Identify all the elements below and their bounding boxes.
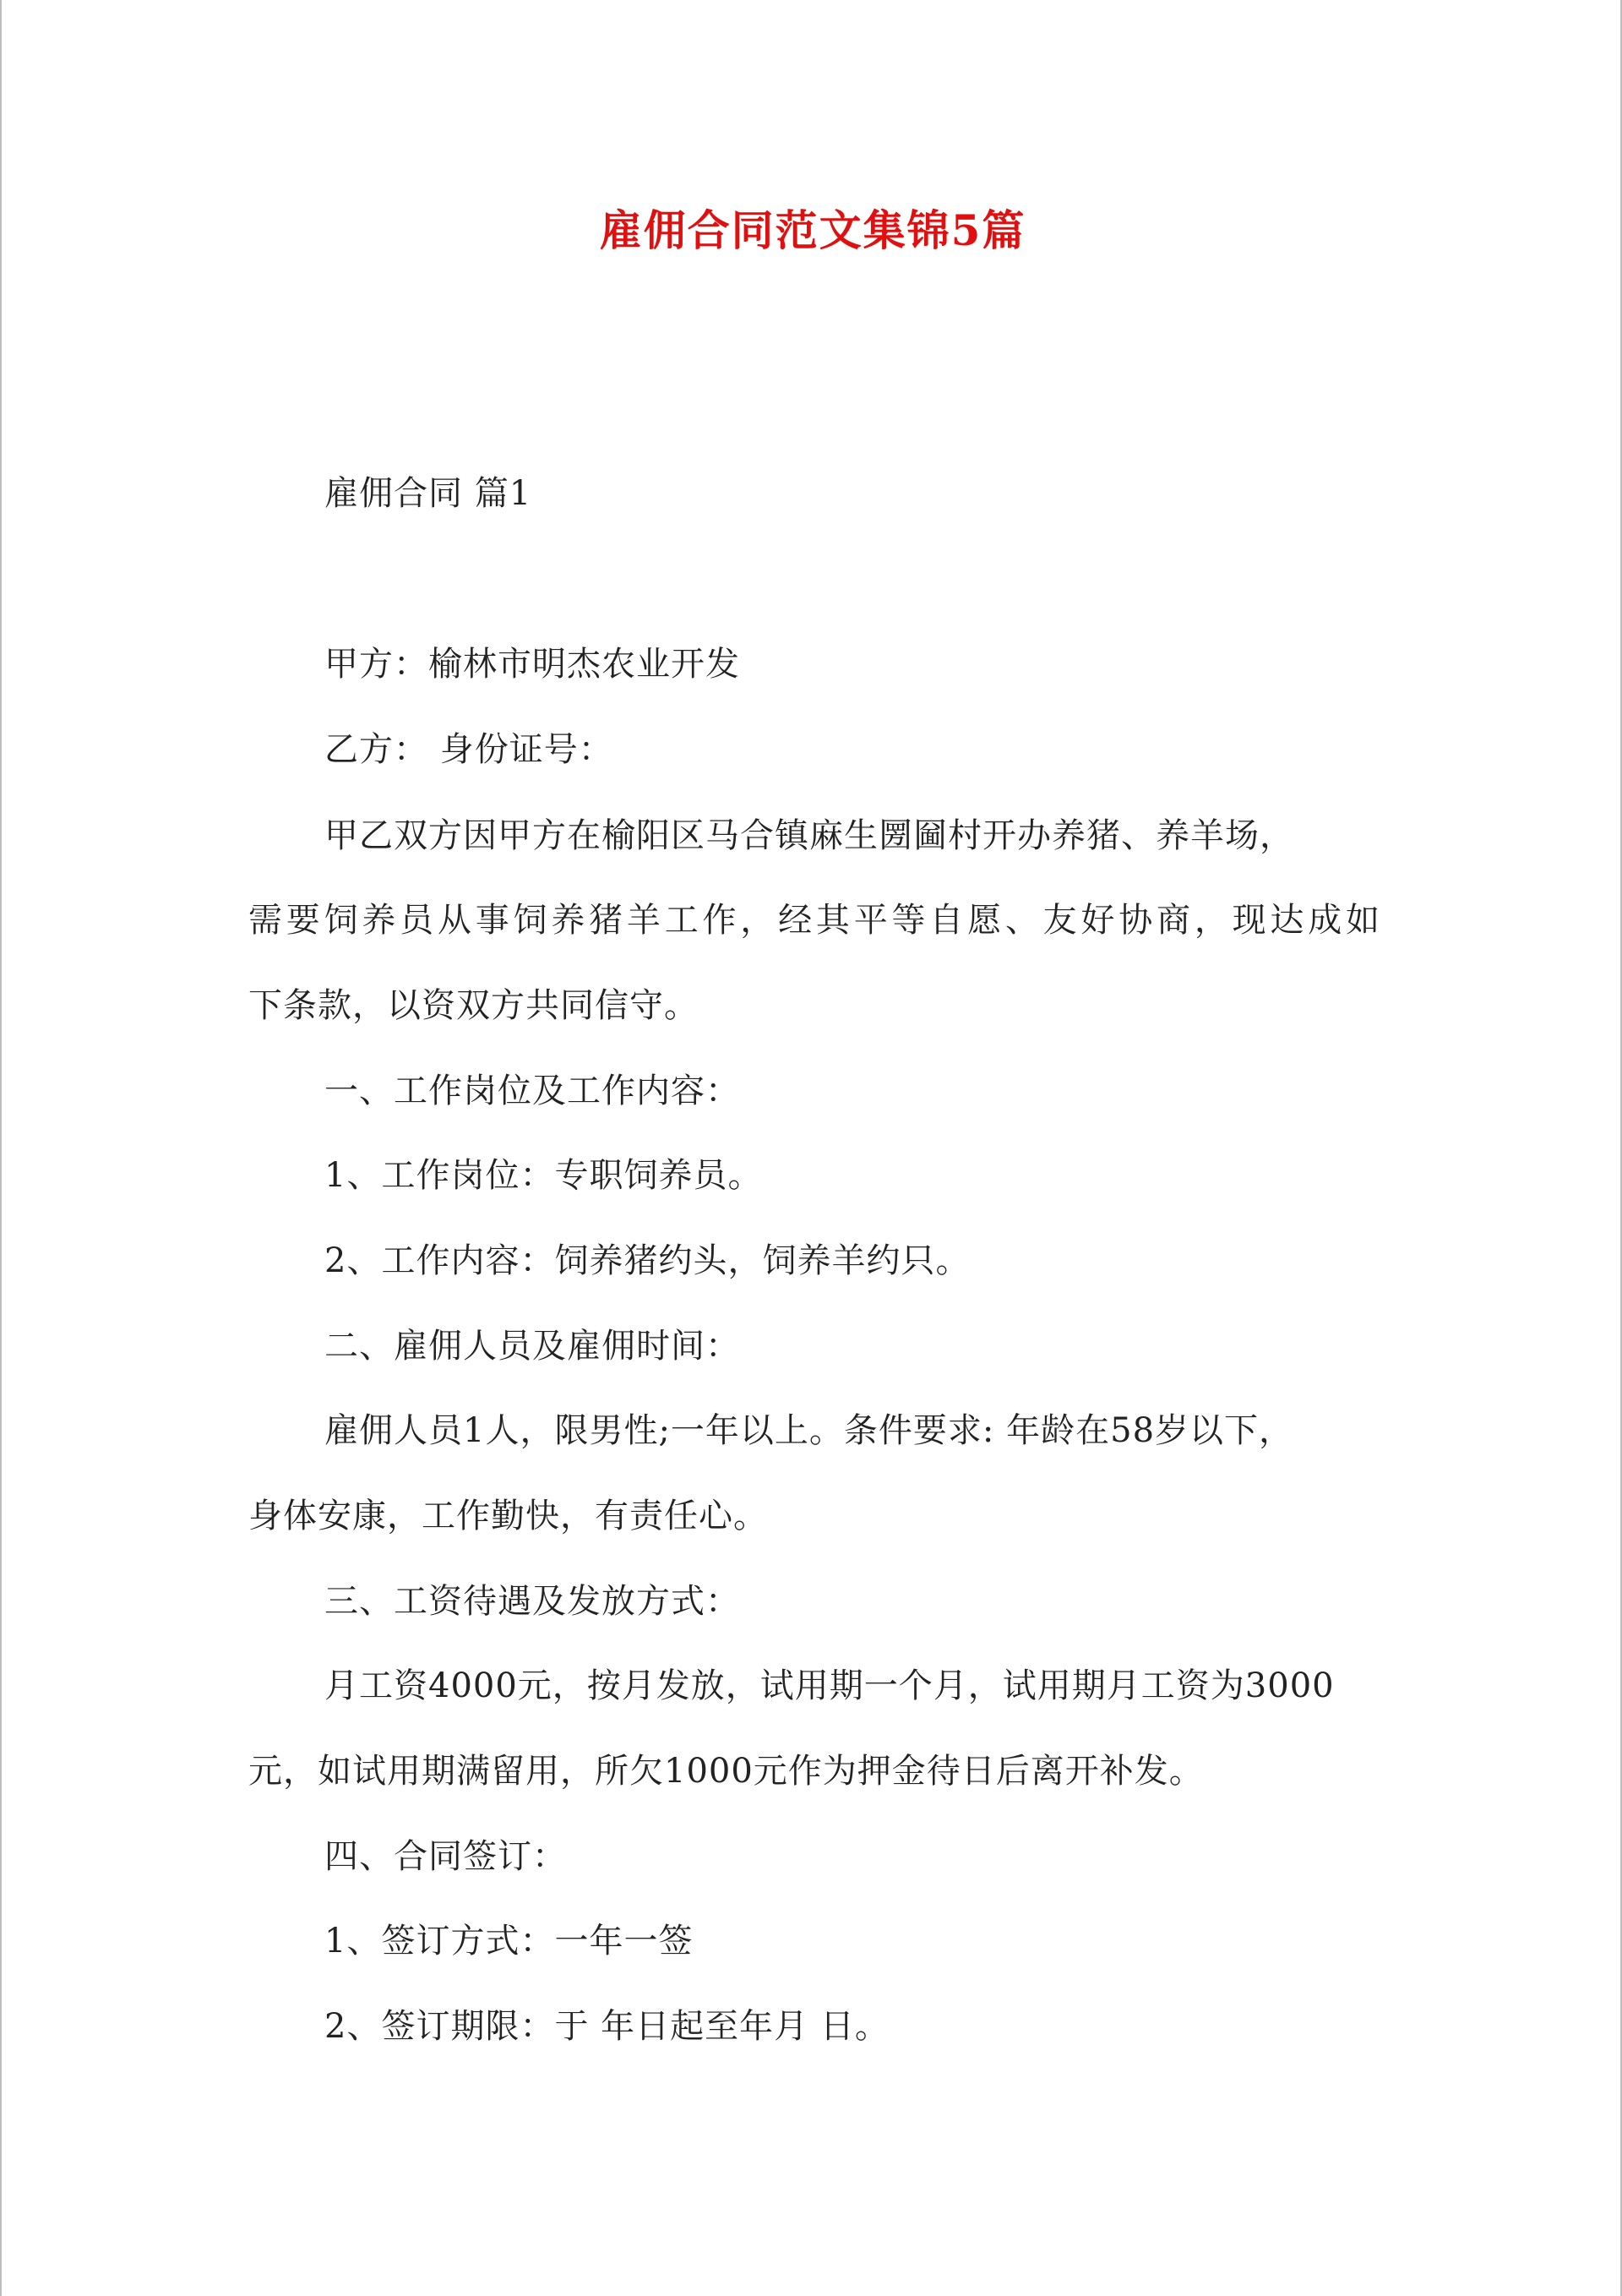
clause-3-text-2: 元，如试用期满留用，所欠1000元作为押金待日后离开补发。 [248, 1752, 1204, 1791]
section-heading: 雇佣合同 篇1 [324, 474, 532, 513]
party-b-line: 乙方： 身份证号： [324, 730, 613, 769]
clause-3-text-1: 月工资4000元，按月发放，试用期一个月，试用期月工资为3000 [324, 1666, 1335, 1705]
clause-2-text-1: 雇佣人员1人，限男性;一年以上。条件要求: 年龄在58岁以下， [324, 1411, 1294, 1450]
document-title: 雇佣合同范文集锦5篇 [599, 205, 1026, 255]
clause-1-heading: 一、工作岗位及工作内容： [324, 1072, 740, 1110]
clause-4-item-1: 1、签订方式：一年一签 [324, 1922, 694, 1961]
preamble-line-1: 甲乙双方因甲方在榆阳区马合镇麻生圐圙村开办养猪、养羊场， [324, 816, 1294, 855]
clause-1-item-1: 1、工作岗位：专职饲养员。 [324, 1156, 763, 1195]
clause-1-item-2: 2、工作内容：饲养猪约头，饲养羊约只。 [324, 1241, 971, 1280]
clause-3-heading: 三、工资待遇及发放方式： [324, 1582, 740, 1621]
preamble-line-2: 需要饲养员从事饲养猪羊工作，经其平等自愿、友好协商，现达成如 [248, 901, 1380, 940]
clause-4-heading: 四、合同签订： [324, 1837, 567, 1876]
party-a-line: 甲方：榆林市明杰农业开发 [324, 645, 740, 684]
preamble-line-3: 下条款，以资双方共同信守。 [248, 986, 699, 1025]
clause-2-text-2: 身体安康，工作勤快，有责任心。 [248, 1497, 768, 1535]
clause-2-heading: 二、雇佣人员及雇佣时间： [324, 1327, 740, 1366]
clause-4-item-2: 2、签订期限：于 年日起至年月 日。 [324, 2007, 890, 2046]
